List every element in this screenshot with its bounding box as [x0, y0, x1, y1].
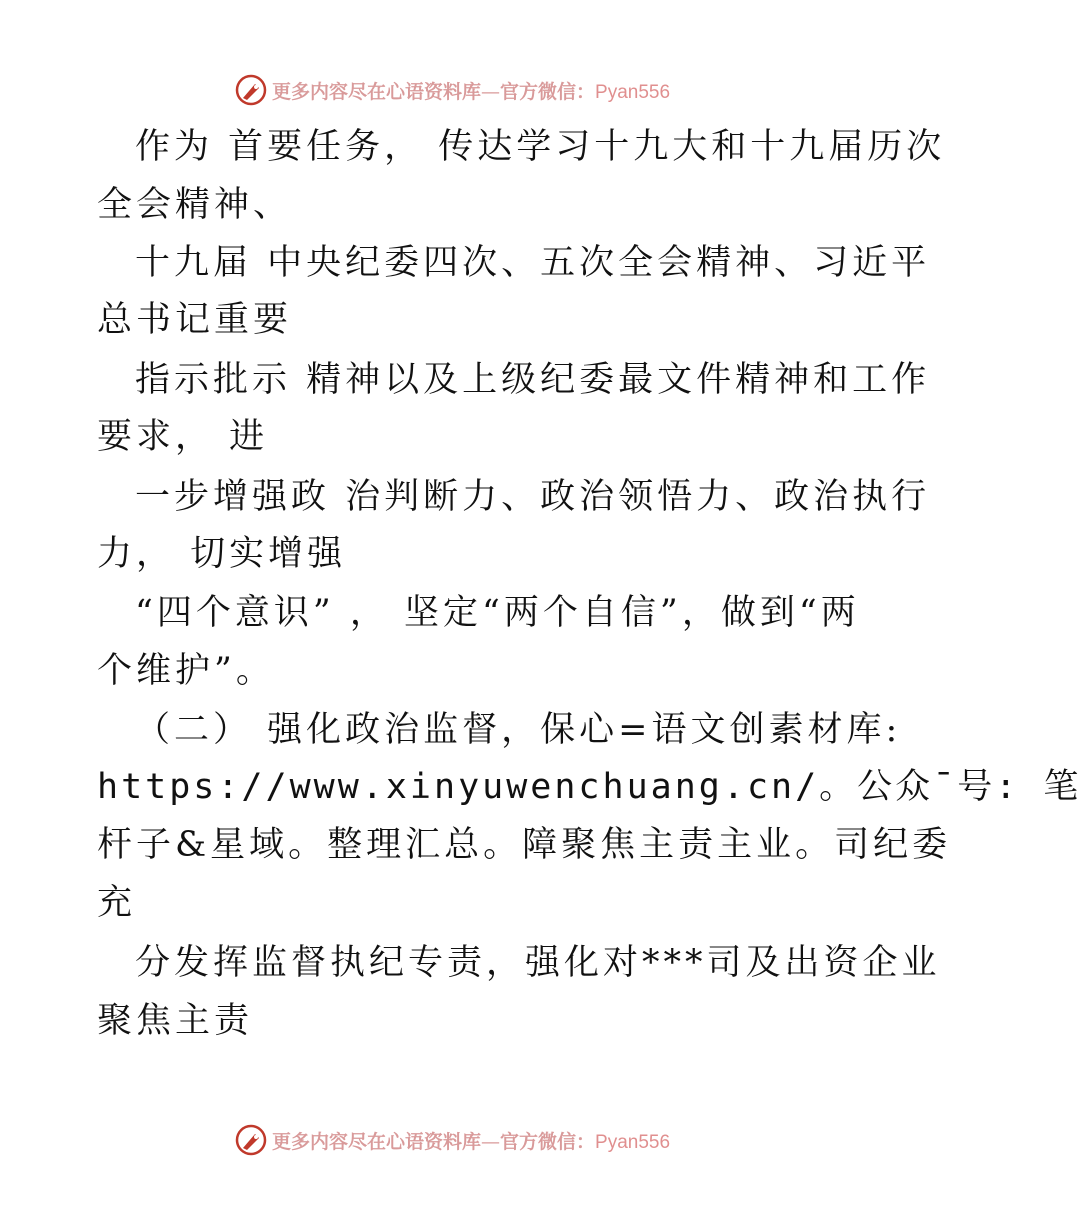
body-line: 一步增强政 治判断力、政治领悟力、政治执行 [135, 477, 931, 517]
watermark-official: 官方微信： [500, 1130, 596, 1153]
watermark-site: 更多内容尽在心语资料库 [272, 1130, 482, 1153]
body-line: 杆子&星域。整理汇总。障聚焦主责主业。司纪委 [97, 825, 952, 865]
body-line: “四个意识” ， 坚定“两个自信”，做到“两 [135, 593, 860, 633]
pen-nib-logo-icon [234, 73, 268, 107]
body-line: （二） 强化政治监督，保心=语文创素材库: [135, 710, 902, 750]
body-line: 总书记重要 [97, 300, 293, 340]
body-line: 充 [97, 883, 137, 923]
body-line: 聚焦主责 [97, 1001, 254, 1041]
watermark-dash: — [481, 1130, 501, 1153]
watermark-text [272, 77, 670, 104]
body-line: 作为 首要任务， 传达学习十九大和十九届历次 [135, 127, 946, 167]
body-line: 分发挥监督执纪专责，强化对***司及出资企业 [135, 943, 941, 983]
watermark-account: Pyan556 [595, 81, 671, 103]
watermark-account: Pyan556 [595, 1131, 671, 1153]
watermark-text [272, 1127, 670, 1154]
body-line: 十九届 中央纪委四次、五次全会精神、习近平 [135, 243, 931, 283]
body-line: 要求， 进 [97, 417, 269, 457]
watermark-official: 官方微信： [500, 80, 596, 103]
watermark-site: 更多内容尽在心语资料库 [272, 80, 482, 103]
watermark-header [234, 72, 754, 108]
watermark-footer [234, 1122, 754, 1158]
body-line: 指示批示 精神以及上级纪委最文件精神和工作 [135, 360, 931, 400]
body-line: 力， 切实增强 [97, 534, 347, 574]
body-line-url: https://www.xinyuwenchuang.cn/。公众¯号: 笔 [97, 767, 1081, 807]
body-line: 全会精神、 [97, 185, 293, 225]
body-line: 个维护”。 [97, 651, 275, 691]
watermark-dash: — [481, 80, 501, 103]
pen-nib-logo-icon [234, 1123, 268, 1157]
